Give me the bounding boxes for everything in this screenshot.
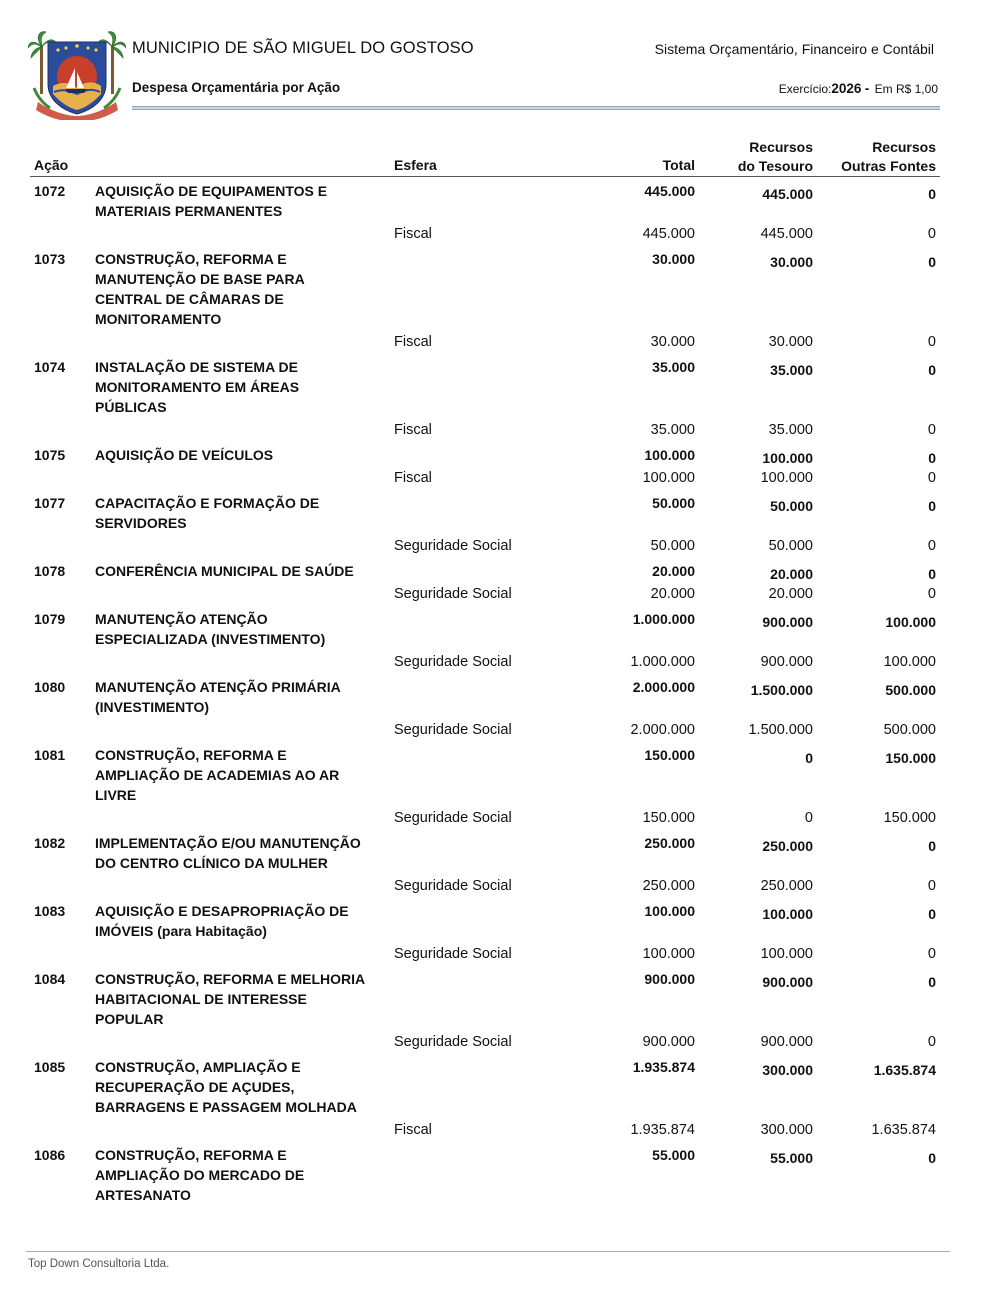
action-row	[0, 677, 1000, 717]
esfera-recursos-outras: 0	[927, 1034, 936, 1050]
esfera-recursos-outras: 150.000	[883, 810, 936, 826]
esfera-recursos-tesouro: 1.500.000	[748, 722, 813, 738]
esfera-row	[0, 419, 1000, 442]
esfera-recursos-outras: 0	[927, 538, 936, 554]
action-name: AQUISIÇÃO DE EQUIPAMENTOS E MATERIAIS PERMANENTES	[95, 183, 328, 219]
action-recursos-tesouro: 35.000	[770, 362, 813, 378]
esfera-recursos-outras: 0	[927, 878, 936, 894]
action-code: 1072	[34, 183, 66, 199]
action-total: 150.000	[644, 747, 695, 763]
action-code: 1075	[34, 447, 66, 463]
footer-company: Top Down Consultoria Ltda.	[28, 1258, 170, 1270]
esfera-recursos-tesouro: 100.000	[760, 946, 813, 962]
action-total: 100.000	[644, 903, 695, 919]
esfera-recursos-tesouro: 900.000	[760, 654, 813, 670]
esfera-recursos-tesouro: 250.000	[760, 878, 813, 894]
esfera-recursos-outras: 500.000	[883, 722, 936, 738]
esfera-row	[0, 719, 1000, 742]
action-name: CAPACITAÇÃO E FORMAÇÃO DE SERVIDORES	[95, 495, 320, 531]
esfera-row	[0, 1119, 1000, 1142]
column-header-line: Outras Fontes	[841, 158, 936, 174]
column-header-recursos-outras	[841, 138, 936, 176]
action-recursos-tesouro: 30.000	[770, 254, 813, 270]
action-total: 35.000	[652, 359, 695, 375]
esfera-name: Fiscal	[394, 470, 432, 486]
action-name: MANUTENÇÃO ATENÇÃO ESPECIALIZADA (INVESTIMENTO)	[95, 611, 326, 647]
action-group	[0, 609, 1000, 677]
action-total: 250.000	[644, 835, 695, 851]
esfera-recursos-outras: 100.000	[883, 654, 936, 670]
exercise-label: Exercício:	[778, 82, 832, 96]
action-recursos-outras: 150.000	[885, 750, 936, 766]
esfera-recursos-tesouro: 900.000	[760, 1034, 813, 1050]
action-row	[0, 181, 1000, 221]
action-group	[0, 677, 1000, 745]
table-header-divider	[30, 176, 940, 177]
esfera-total: 250.000	[642, 878, 695, 894]
action-name: MANUTENÇÃO ATENÇÃO PRIMÁRIA (INVESTIMENTO)	[95, 679, 341, 715]
action-recursos-outras: 0	[928, 254, 936, 270]
esfera-recursos-outras: 0	[927, 334, 936, 350]
action-row	[0, 561, 1000, 581]
esfera-name: Fiscal	[394, 1122, 432, 1138]
action-total: 30.000	[652, 251, 695, 267]
action-row	[0, 493, 1000, 533]
action-group	[0, 493, 1000, 561]
column-header-esfera: Esfera	[394, 157, 437, 173]
action-name: CONSTRUÇÃO, REFORMA E MANUTENÇÃO DE BASE PARA CENTRAL DE CÂMARAS DE MONITORAMENTO	[95, 251, 305, 327]
currency-note: Em R$ 1,00	[874, 82, 938, 96]
action-total: 50.000	[652, 495, 695, 511]
action-group	[0, 249, 1000, 357]
action-total: 445.000	[644, 183, 695, 199]
action-row	[0, 357, 1000, 417]
action-code: 1081	[34, 747, 66, 763]
action-code: 1085	[34, 1059, 66, 1075]
column-header-acao: Ação	[34, 157, 69, 173]
exercise-year: 2026	[831, 81, 862, 96]
esfera-name: Seguridade Social	[394, 878, 512, 894]
action-recursos-outras: 0	[928, 498, 936, 514]
actions-table	[0, 181, 1000, 1208]
action-code: 1082	[34, 835, 66, 851]
action-total: 100.000	[644, 447, 695, 463]
action-group	[0, 357, 1000, 445]
esfera-recursos-tesouro: 20.000	[768, 586, 813, 602]
esfera-name: Seguridade Social	[394, 538, 512, 554]
action-code: 1086	[34, 1147, 66, 1163]
action-row	[0, 969, 1000, 1029]
action-recursos-outras: 0	[928, 838, 936, 854]
esfera-total: 150.000	[642, 810, 695, 826]
action-recursos-outras: 0	[928, 566, 936, 582]
action-row	[0, 249, 1000, 329]
esfera-total: 20.000	[650, 586, 695, 602]
action-group	[0, 901, 1000, 969]
esfera-row	[0, 651, 1000, 674]
esfera-row	[0, 875, 1000, 898]
footer-divider	[26, 1251, 950, 1252]
esfera-recursos-tesouro: 300.000	[760, 1122, 813, 1138]
esfera-total: 50.000	[650, 538, 695, 554]
action-total: 2.000.000	[632, 679, 695, 695]
action-recursos-outras: 0	[928, 974, 936, 990]
municipality-title: MUNICIPIO DE SÃO MIGUEL DO GOSTOSO	[132, 39, 474, 57]
column-header-line: Recursos	[872, 139, 936, 155]
action-recursos-tesouro: 0	[805, 750, 813, 766]
esfera-recursos-tesouro: 100.000	[760, 470, 813, 486]
esfera-row	[0, 943, 1000, 966]
esfera-name: Fiscal	[394, 334, 432, 350]
action-recursos-outras: 0	[928, 362, 936, 378]
action-recursos-outras: 0	[928, 186, 936, 202]
action-group	[0, 1145, 1000, 1208]
action-recursos-tesouro: 1.500.000	[750, 682, 813, 698]
esfera-total: 445.000	[642, 226, 695, 242]
action-total: 1.935.874	[632, 1059, 695, 1075]
esfera-row	[0, 467, 1000, 490]
action-recursos-tesouro: 250.000	[762, 838, 813, 854]
action-total: 1.000.000	[632, 611, 695, 627]
esfera-total: 900.000	[642, 1034, 695, 1050]
system-name: Sistema Orçamentário, Financeiro e Contábil	[654, 41, 934, 57]
esfera-recursos-tesouro: 50.000	[768, 538, 813, 554]
action-row	[0, 833, 1000, 873]
action-row	[0, 901, 1000, 941]
action-row	[0, 1057, 1000, 1117]
action-name: CONSTRUÇÃO, AMPLIAÇÃO E RECUPERAÇÃO DE AÇUDES, BARRAGENS E PASSAGEM MOLHADA	[95, 1059, 357, 1115]
esfera-name: Seguridade Social	[394, 946, 512, 962]
esfera-recursos-outras: 0	[927, 946, 936, 962]
action-total: 20.000	[652, 563, 695, 579]
esfera-total: 30.000	[650, 334, 695, 350]
esfera-name: Seguridade Social	[394, 810, 512, 826]
action-row	[0, 1145, 1000, 1205]
municipal-coat-of-arms	[28, 28, 126, 120]
action-name: CONSTRUÇÃO, REFORMA E AMPLIAÇÃO DE ACADEMIAS AO AR LIVRE	[95, 747, 340, 803]
esfera-row	[0, 807, 1000, 830]
action-code: 1083	[34, 903, 66, 919]
action-recursos-outras: 0	[928, 906, 936, 922]
action-recursos-tesouro: 300.000	[762, 1062, 813, 1078]
action-name: CONFERÊNCIA MUNICIPAL DE SAÚDE	[95, 563, 354, 579]
action-code: 1080	[34, 679, 66, 695]
esfera-name: Seguridade Social	[394, 722, 512, 738]
esfera-total: 35.000	[650, 422, 695, 438]
esfera-total: 100.000	[642, 946, 695, 962]
action-recursos-tesouro: 900.000	[762, 974, 813, 990]
esfera-recursos-outras: 0	[927, 422, 936, 438]
esfera-name: Seguridade Social	[394, 654, 512, 670]
action-group	[0, 833, 1000, 901]
exercise-info	[779, 81, 938, 96]
esfera-row	[0, 331, 1000, 354]
action-group	[0, 181, 1000, 249]
esfera-total: 100.000	[642, 470, 695, 486]
action-group	[0, 969, 1000, 1057]
action-code: 1079	[34, 611, 66, 627]
action-name: AQUISIÇÃO E DESAPROPRIAÇÃO DE IMÓVEIS (para Habitação)	[95, 903, 349, 939]
action-row	[0, 609, 1000, 649]
esfera-recursos-tesouro: 35.000	[768, 422, 813, 438]
esfera-recursos-tesouro: 445.000	[760, 226, 813, 242]
esfera-row	[0, 583, 1000, 606]
action-recursos-tesouro: 100.000	[762, 450, 813, 466]
action-name: INSTALAÇÃO DE SISTEMA DE MONITORAMENTO EM ÁREAS PÚBLICAS	[95, 359, 300, 415]
action-recursos-tesouro: 55.000	[770, 1150, 813, 1166]
action-recursos-tesouro: 50.000	[770, 498, 813, 514]
exercise-dash: -	[864, 81, 870, 96]
action-recursos-tesouro: 445.000	[762, 186, 813, 202]
esfera-total: 1.000.000	[630, 654, 695, 670]
esfera-row	[0, 1031, 1000, 1054]
esfera-row	[0, 223, 1000, 246]
esfera-recursos-outras: 1.635.874	[871, 1122, 936, 1138]
report-title: Despesa Orçamentária por Ação	[132, 80, 341, 95]
esfera-total: 2.000.000	[630, 722, 695, 738]
column-header-line: do Tesouro	[737, 158, 813, 174]
esfera-name: Fiscal	[394, 226, 432, 242]
action-code: 1078	[34, 563, 66, 579]
esfera-recursos-outras: 0	[927, 586, 936, 602]
action-total: 900.000	[644, 971, 695, 987]
column-header-line: Recursos	[749, 139, 813, 155]
header-divider	[132, 106, 940, 110]
action-recursos-tesouro: 20.000	[770, 566, 813, 582]
action-total: 55.000	[652, 1147, 695, 1163]
action-recursos-outras: 100.000	[885, 614, 936, 630]
action-recursos-outras: 0	[928, 450, 936, 466]
esfera-name: Seguridade Social	[394, 586, 512, 602]
action-recursos-outras: 1.635.874	[873, 1062, 936, 1078]
action-name: IMPLEMENTAÇÃO E/OU MANUTENÇÃO DO CENTRO CLÍNICO DA MULHER	[95, 835, 361, 871]
action-code: 1077	[34, 495, 66, 511]
action-group	[0, 445, 1000, 493]
action-group	[0, 745, 1000, 833]
esfera-recursos-outras: 0	[927, 226, 936, 242]
action-code: 1084	[34, 971, 66, 987]
column-header-recursos-tesouro	[738, 138, 813, 176]
action-code: 1073	[34, 251, 66, 267]
esfera-recursos-tesouro: 30.000	[768, 334, 813, 350]
esfera-name: Seguridade Social	[394, 1034, 512, 1050]
column-header-total: Total	[662, 157, 695, 173]
action-recursos-tesouro: 900.000	[762, 614, 813, 630]
action-recursos-outras: 500.000	[885, 682, 936, 698]
action-row	[0, 745, 1000, 805]
action-group	[0, 1057, 1000, 1145]
action-name: CONSTRUÇÃO, REFORMA E MELHORIA HABITACIONAL DE INTERESSE POPULAR	[95, 971, 365, 1027]
esfera-row	[0, 535, 1000, 558]
esfera-recursos-tesouro: 0	[804, 810, 813, 826]
esfera-recursos-outras: 0	[927, 470, 936, 486]
action-name: AQUISIÇÃO DE VEÍCULOS	[95, 447, 274, 463]
action-recursos-tesouro: 100.000	[762, 906, 813, 922]
action-name: CONSTRUÇÃO, REFORMA E AMPLIAÇÃO DO MERCADO DE ARTESANATO	[95, 1147, 305, 1203]
action-recursos-outras: 0	[928, 1150, 936, 1166]
action-code: 1074	[34, 359, 66, 375]
esfera-total: 1.935.874	[630, 1122, 695, 1138]
action-row	[0, 445, 1000, 465]
action-group	[0, 561, 1000, 609]
esfera-name: Fiscal	[394, 422, 432, 438]
